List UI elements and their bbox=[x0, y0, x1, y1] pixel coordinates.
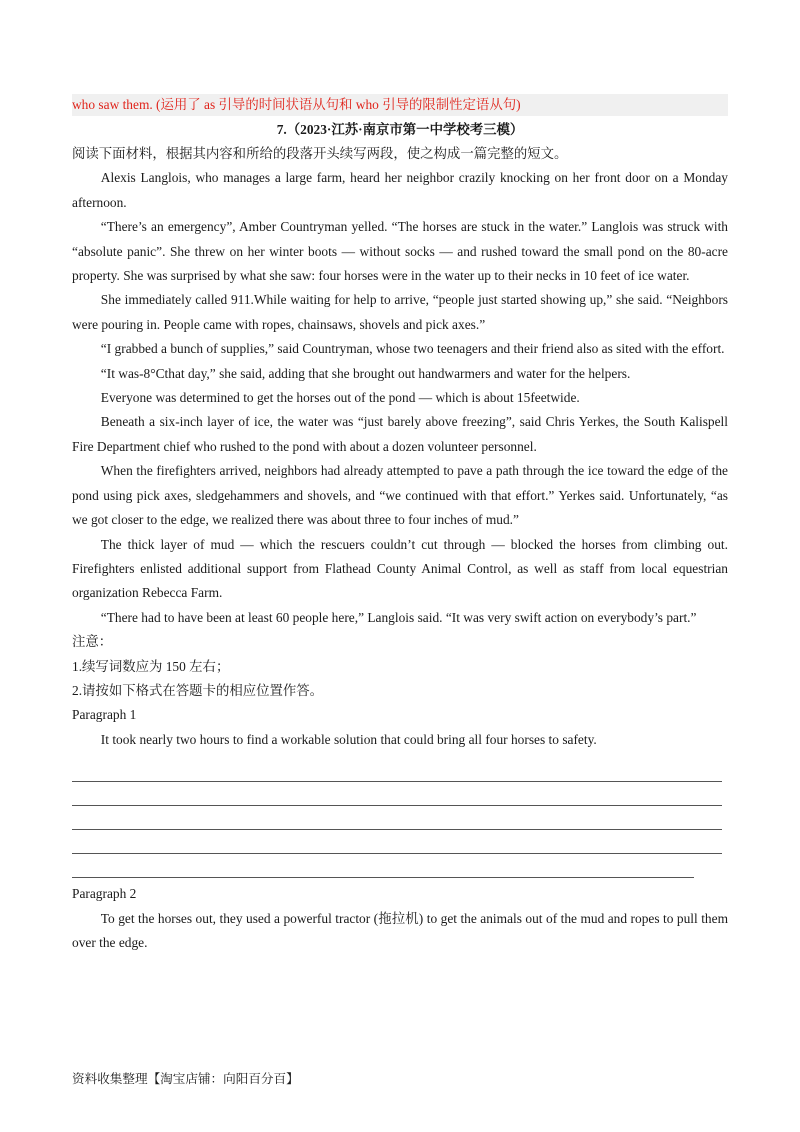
passage-paragraph: “It was-8°Cthat day,” she said, adding that she brought out handwarmers and water for the helpers. bbox=[100, 365, 631, 381]
paragraph1-label: Paragraph 1 bbox=[72, 707, 137, 723]
passage-paragraph: Everyone was determined to get the horses out of the pond — which is about 15feetwide. bbox=[100, 390, 580, 406]
answer-line[interactable] bbox=[72, 854, 694, 878]
note-item: 2.请按如下格式在答题卡的相应位置作答。 bbox=[72, 682, 324, 698]
answer-lines-paragraph1[interactable] bbox=[72, 758, 728, 878]
passage-paragraph: “There’s an emergency”, Amber Countryman yelled. “The horses are stuck in the water.” Langlois was struck with “absolute panic”. She threw on her winter boots — without socks — and rushed toward the small pond on the 80-acre property. She was surprised by what she saw: four horses were in the water up to their necks in 10 feet of ice water. bbox=[72, 219, 728, 284]
answer-line[interactable] bbox=[72, 806, 722, 830]
passage-paragraph: She immediately called 911.While waiting for help to arrive, “people just started showing up,” she said. “Neighbors were pouring in. People came with ropes, chainsaws, shovels and pick axes.” bbox=[72, 292, 728, 332]
passage-paragraph: “There had to have been at least 60 people here,” Langlois said. “It was very swift action on everybody’s part.” bbox=[100, 609, 697, 625]
paragraph2-label: Paragraph 2 bbox=[72, 886, 137, 902]
notes-title: 注意： bbox=[72, 634, 113, 650]
page-footer: 资料收集整理【淘宝店铺：向阳百分百】 bbox=[72, 1071, 299, 1086]
answer-note: who saw them. (运用了 as 引导的时间状语从句和 who 引导的限制性定语从句) bbox=[72, 94, 728, 116]
passage-paragraph: Beneath a six-inch layer of ice, the water was “just barely above freezing”, said Chris Yerkes, the South Kalispell Fire Department chief who rushed to the pond with about a dozen volunteer personnel. bbox=[72, 414, 728, 454]
document-page bbox=[72, 94, 728, 955]
paragraph2-starter: To get the horses out, they used a powerful tractor (拖拉机) to get the animals out of the mud and ropes to pull them over the edge. bbox=[72, 910, 728, 950]
passage-paragraph: Alexis Langlois, who manages a large farm, heard her neighbor crazily knocking on her front door on a Monday afternoon. bbox=[72, 170, 728, 210]
passage-paragraph: When the firefighters arrived, neighbors had already attempted to pave a path through the ice toward the edge of the pond using pick axes, sledgehammers and shovels, and “we continued with that effort.” Yerkes said. Unfortunately, “as we got closer to the edge, we realized there was about three to four inches of mud.” bbox=[72, 463, 728, 528]
answer-line[interactable] bbox=[72, 830, 722, 854]
answer-line[interactable] bbox=[72, 758, 722, 782]
paragraph1-starter: It took nearly two hours to find a workable solution that could bring all four horses to safety. bbox=[100, 731, 597, 747]
instruction-text: 阅读下面材料，根据其内容和所给的段落开头续写两段，使之构成一篇完整的短文。 bbox=[72, 146, 568, 161]
passage-paragraph: “I grabbed a bunch of supplies,” said Countryman, whose two teenagers and their friend also as sited with the effort. bbox=[100, 341, 725, 357]
answer-line[interactable] bbox=[72, 782, 722, 806]
note-item: 1.续写词数应为 150 左右； bbox=[72, 658, 230, 674]
passage-paragraph: The thick layer of mud — which the rescuers couldn’t cut through — blocked the horses from climbing out. Firefighters enlisted additional support from Flathead County Animal Control, as well as staff from local equestrian organization Rebecca Farm. bbox=[72, 536, 728, 601]
question-heading: 7.（2023·江苏·南京市第一中学校考三模） bbox=[276, 122, 524, 137]
